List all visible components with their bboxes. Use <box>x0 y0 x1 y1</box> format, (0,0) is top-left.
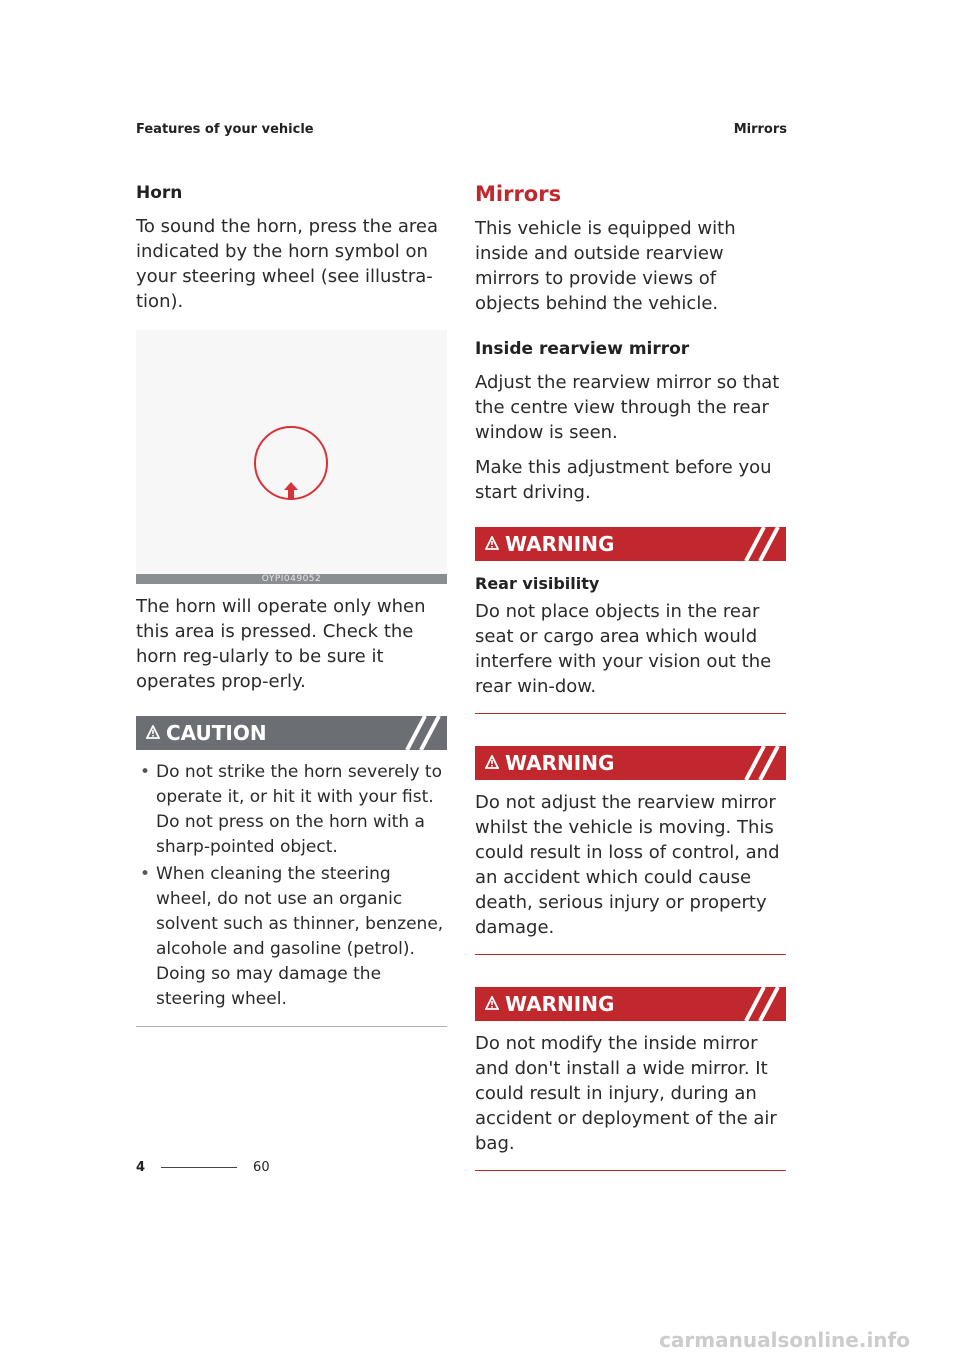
horn-intro: To sound the horn, press the area indicated by the horn symbol on your steering wheel (see illustra-tion). <box>136 216 439 312</box>
warning-banner-2 <box>475 746 786 780</box>
warning2-text: Do not adjust the rearview mirror whilst the vehicle is moving. This could result in loss of control, and an accident which could cause death, serious injury or property damage. <box>475 792 780 938</box>
steering-horn-icon <box>136 330 447 584</box>
warning-triangle-icon <box>485 996 499 1010</box>
list-item: • Do not strike the horn severely to operate it, or hit it with your fist. Do not press on the horn with a sharp-pointed object. <box>136 760 447 860</box>
warning-banner-3 <box>475 987 786 1021</box>
warning2-divider <box>475 954 786 955</box>
header-topic: Mirrors <box>733 122 787 137</box>
caution-divider <box>136 1026 447 1027</box>
header-section: Features of your vehicle <box>136 122 314 137</box>
right-column <box>475 180 786 1171</box>
watermark: carmanualsonline.info <box>659 1328 910 1352</box>
mirrors-heading: Mirrors <box>475 182 562 206</box>
horn-illustration <box>136 330 447 584</box>
inside-mirror-p2: Make this adjustment before you start driving. <box>475 457 772 503</box>
warning-label: WARNING <box>505 751 615 775</box>
caution-label: CAUTION <box>166 721 267 745</box>
inside-mirror-heading: Inside rearview mirror <box>475 339 690 359</box>
chapter-number: 4 <box>136 1160 146 1175</box>
footer-rule <box>161 1167 237 1168</box>
list-item: • When cleaning the steering wheel, do not use an organic solvent such as thinner, benzene, alcohole and gasoline (petrol). Doing so may damage the steering wheel. <box>136 862 447 1012</box>
caution-banner <box>136 716 447 750</box>
left-column <box>136 180 447 1027</box>
double-slash-icon <box>742 746 782 780</box>
figure-code: OYPI049052 <box>136 574 447 584</box>
page-footer <box>136 1160 270 1175</box>
caution-list <box>136 760 447 1012</box>
warning-banner-1 <box>475 527 786 561</box>
inside-mirror-p1: Adjust the rearview mirror so that the centre view through the rear window is seen. <box>475 372 780 443</box>
warning1-subtitle: Rear visibility <box>475 574 600 593</box>
warning-triangle-icon <box>146 725 160 739</box>
horn-note: The horn will operate only when this area is pressed. Check the horn reg-ularly to be sure it operates prop-erly. <box>136 596 426 692</box>
horn-heading: Horn <box>136 183 183 203</box>
double-slash-icon <box>403 716 443 750</box>
warning-label: WARNING <box>505 532 615 556</box>
warning3-text: Do not modify the inside mirror and don't install a wide mirror. It could result in injury, during an accident or deployment of the air bag. <box>475 1033 777 1154</box>
warning-label: WARNING <box>505 992 615 1016</box>
warning-triangle-icon <box>485 536 499 550</box>
mirrors-intro: This vehicle is equipped with inside and outside rearview mirrors to provide views of objects behind the vehicle. <box>475 218 736 314</box>
warning1-divider <box>475 713 786 714</box>
double-slash-icon <box>742 527 782 561</box>
warning1-text: Do not place objects in the rear seat or cargo area which would interfere with your vision out the rear win-dow. <box>475 601 772 697</box>
double-slash-icon <box>742 987 782 1021</box>
warning-triangle-icon <box>485 755 499 769</box>
page-number: 60 <box>253 1160 270 1175</box>
warning3-divider <box>475 1170 786 1171</box>
